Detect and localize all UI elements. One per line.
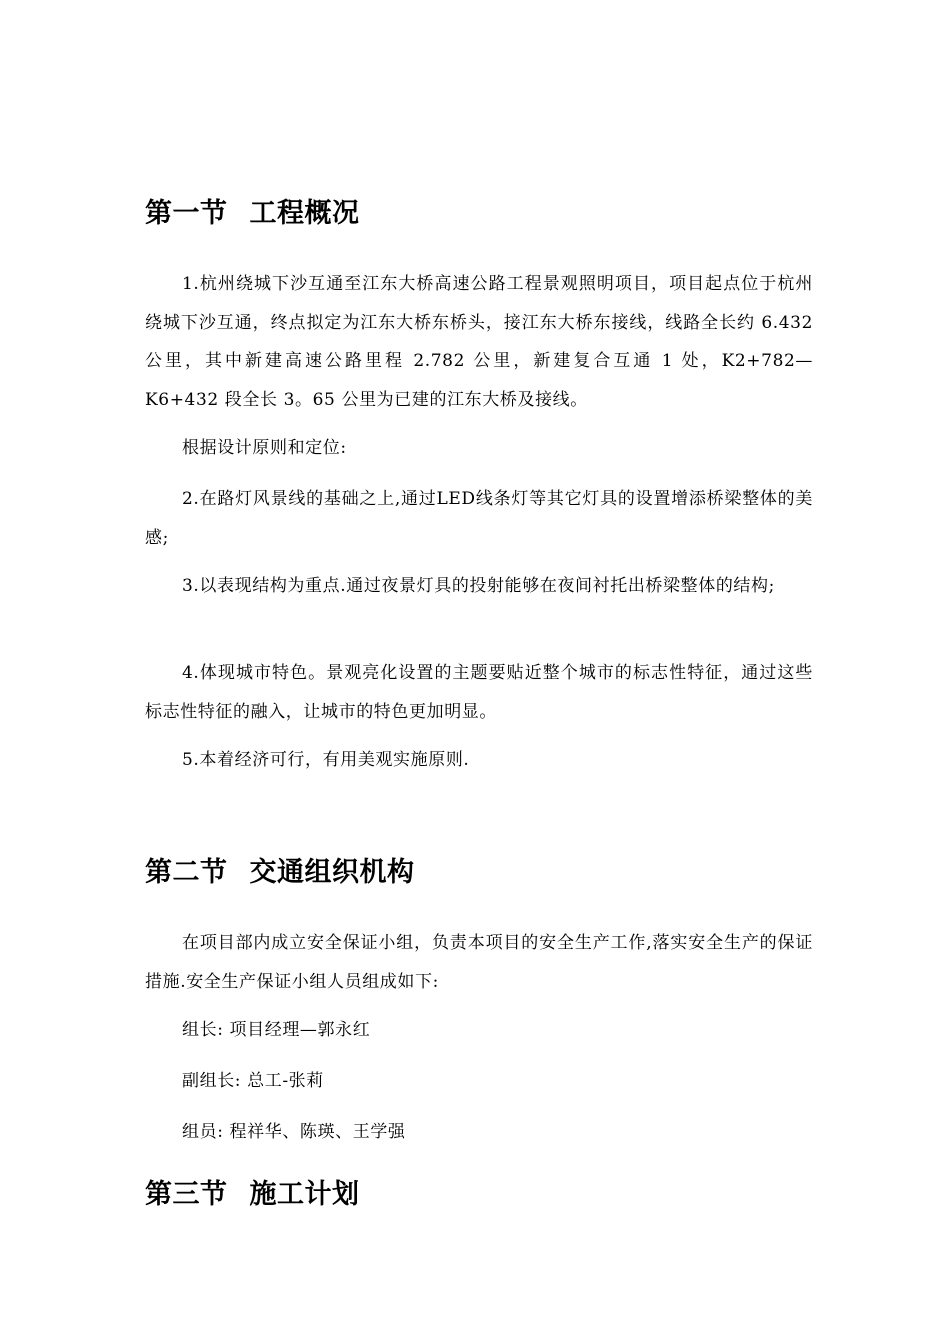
principle-4-paragraph: 4.体现城市特色。景观亮化设置的主题要贴近整个城市的标志性特征，通过这些标志性特征的融入，让城市的特色更加明显。 bbox=[145, 663, 813, 722]
section-2-number: 第二节 bbox=[145, 857, 228, 888]
principle-3-paragraph: 3.以表现结构为重点.通过夜景灯具的投射能够在夜间衬托出桥梁整体的结构; bbox=[182, 576, 775, 596]
principle-2-paragraph: 2.在路灯风景线的基础之上,通过LED线条灯等其它灯具的设置增添桥梁整体的美感; bbox=[145, 489, 813, 548]
section-3-number: 第三节 bbox=[145, 1179, 228, 1210]
section-1-heading bbox=[145, 197, 360, 231]
section-1-number: 第一节 bbox=[145, 198, 228, 229]
section-1-title: 工程概况 bbox=[249, 198, 360, 229]
section-3-title: 施工计划 bbox=[249, 1179, 360, 1210]
member-deputy-leader: 副组长: 总工-张莉 bbox=[182, 1071, 324, 1091]
section-3-heading bbox=[145, 1178, 360, 1212]
design-principles-intro: 根据设计原则和定位: bbox=[182, 438, 347, 458]
safety-group-paragraph: 在项目部内成立安全保证小组，负责本项目的安全生产工作,落实安全生产的保证措施.安全生产保证小组人员组成如下: bbox=[145, 933, 813, 992]
member-leader: 组长: 项目经理—郭永红 bbox=[182, 1020, 371, 1040]
section-2-heading bbox=[145, 856, 415, 890]
member-group-members: 组员: 程祥华、陈瑛、王学强 bbox=[182, 1122, 406, 1142]
project-overview-paragraph: 1.杭州绕城下沙互通至江东大桥高速公路工程景观照明项目，项目起点位于杭州绕城下沙互通，终点拟定为江东大桥东桥头，接江东大桥东接线，线路全长约 6.432 公里，其中新建高速公路里程 2.782 公里，新建复合互通 1 处，K2+782—K6+432 段全长 3。65 公里为已建的江东大桥及接线。 bbox=[145, 274, 813, 410]
principle-5-paragraph: 5.本着经济可行，有用美观实施原则. bbox=[182, 750, 470, 770]
section-2-title: 交通组织机构 bbox=[249, 857, 415, 888]
